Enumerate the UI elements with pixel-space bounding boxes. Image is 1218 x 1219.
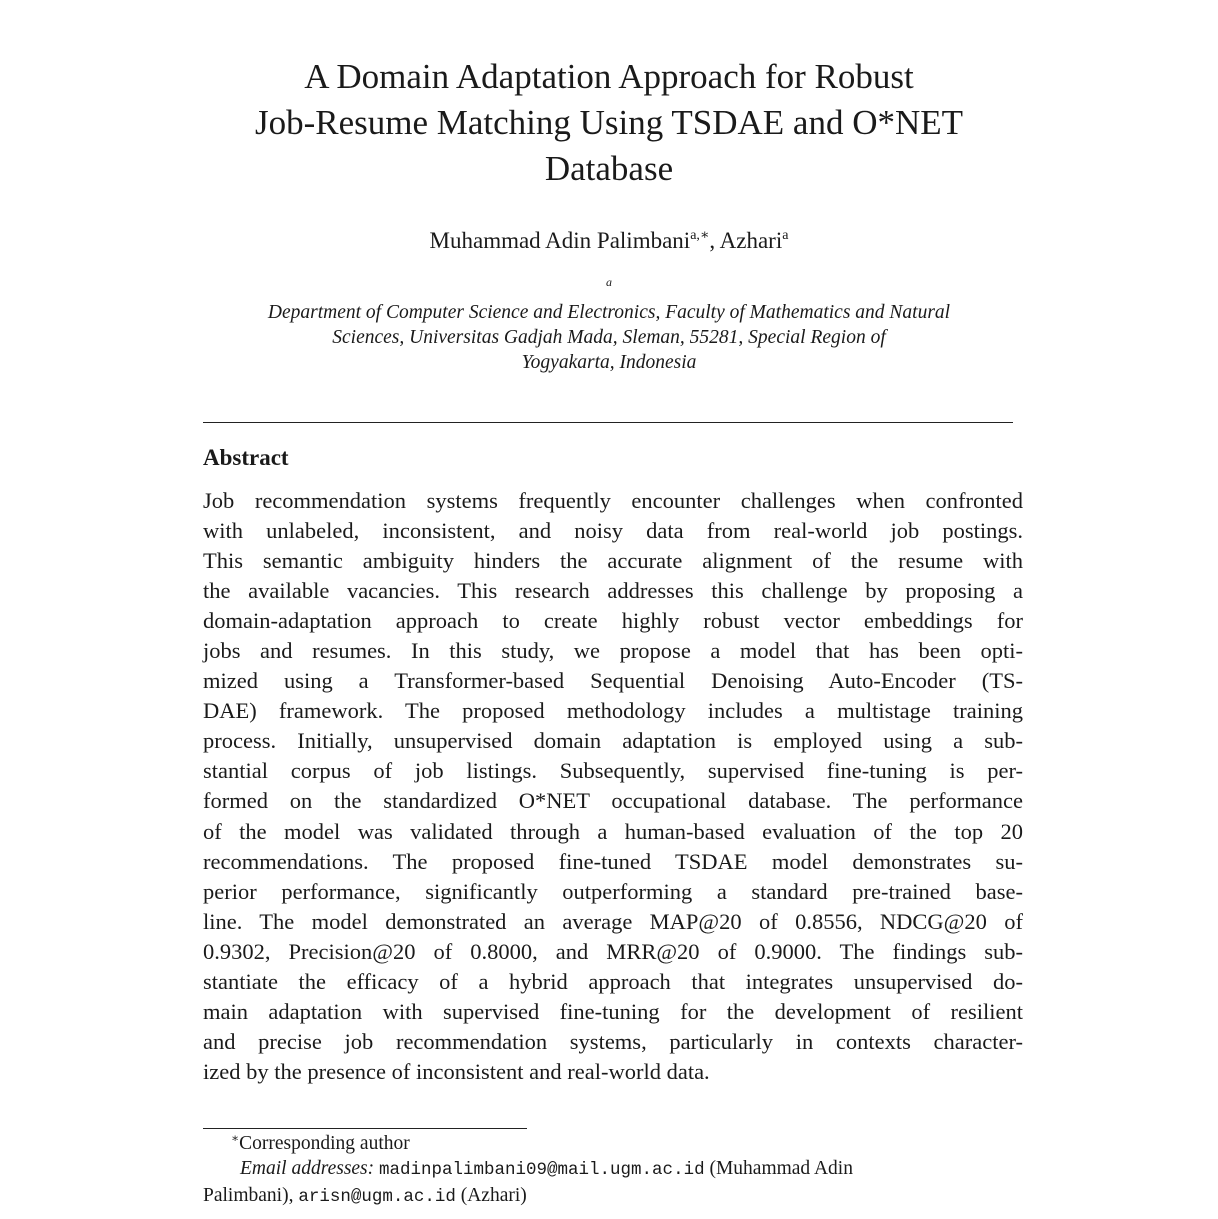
abstract-line: Job recommendation systems frequently encounter challenges when confronted — [203, 488, 1023, 513]
title-line: Database — [544, 149, 674, 188]
corresponding-author-note: ∗Corresponding author — [231, 1131, 410, 1154]
abstract-line: with unlabeled, inconsistent, and noisy data from real-world job postings. — [203, 518, 1023, 544]
abstract-body — [203, 486, 1023, 1087]
abstract-line: and precise job recommendation systems, particularly in contexts character- — [203, 1028, 1023, 1054]
abstract-heading: Abstract — [203, 445, 289, 470]
abstract-line: stantiate the efficacy of a hybrid approach that integrates unsupervised do- — [203, 968, 1023, 994]
abstract-line: of the model was validated through a human-based evaluation of the top 20 — [203, 818, 1023, 844]
abstract-line: mized using a Transformer-based Sequential Denoising Auto-Encoder (TS- — [203, 668, 1023, 694]
author-name: Muhammad Adin Palimbani — [429, 228, 691, 253]
author-list — [150, 226, 1068, 256]
email-label: Email addresses: — [240, 1158, 375, 1179]
abstract-line: recommendations. The proposed fine-tuned TSDAE model demonstrates su- — [203, 848, 1023, 874]
footnote-mark: ∗ — [231, 1131, 240, 1145]
abstract-line: ized by the presence of inconsistent and real-world data. — [203, 1058, 710, 1084]
abstract-line: DAE) framework. The proposed methodology includes a multistage training — [203, 698, 1023, 724]
abstract-line: process. Initially, unsupervised domain adaptation is employed using a sub- — [203, 728, 1023, 754]
email-link[interactable]: arisn@ugm.ac.id — [298, 1187, 456, 1207]
abstract-line: main adaptation with supervised fine-tuning for the development of resilient — [203, 998, 1023, 1024]
affiliation-line: Sciences, Universitas Gadjah Mada, Sleman, 55281, Special Region of — [332, 327, 886, 348]
author-separator: , — [709, 228, 720, 253]
footnote-divider — [203, 1128, 527, 1129]
section-divider — [203, 422, 1013, 423]
email-owner: Palimbani), — [203, 1185, 294, 1206]
email-addresses-note — [203, 1156, 1023, 1183]
title-line: Job-Resume Matching Using TSDAE and O*NET — [254, 103, 964, 142]
paper-title — [150, 54, 1068, 192]
abstract-line: 0.9302, Precision@20 of 0.8000, and MRR@20 of 0.9000. The findings sub- — [203, 938, 1023, 964]
title-line: A Domain Adaptation Approach for Robust — [304, 57, 914, 96]
abstract-line: line. The model demonstrated an average MAP@20 of 0.8556, NDCG@20 of — [203, 908, 1023, 934]
author-name: Azhari — [719, 228, 783, 253]
email-owner: (Muhammad Adin — [709, 1158, 853, 1179]
abstract-line: formed on the standardized O*NET occupational database. The performance — [203, 788, 1023, 814]
affiliation-line: $^a$ Department of Computer Science and Electronics, Faculty of Mathematics and Natural — [267, 275, 951, 323]
affiliation-line: Yogyakarta, Indonesia — [521, 352, 697, 373]
abstract-line: perior performance, significantly outperforming a standard pre-trained base- — [203, 878, 1023, 904]
author-affiliation-mark: a — [782, 228, 789, 243]
affiliation-mark: a — [606, 275, 612, 289]
abstract-line: domain-adaptation approach to create highly robust vector embeddings for — [203, 608, 1023, 634]
abstract-line: stantial corpus of job listings. Subsequently, supervised fine-tuning is per- — [203, 758, 1023, 784]
email-addresses-note-cont — [203, 1183, 1023, 1210]
affiliation — [196, 275, 1022, 375]
email-link[interactable]: madinpalimbani09@mail.ugm.ac.id — [379, 1160, 705, 1180]
author-affiliation-mark: a,∗ — [690, 228, 710, 243]
abstract-line: This semantic ambiguity hinders the accurate alignment of the resume with — [203, 548, 1023, 574]
abstract-line: jobs and resumes. In this study, we propose a model that has been opti- — [203, 638, 1023, 664]
footnotes — [203, 1131, 1023, 1210]
abstract-line: the available vacancies. This research addresses this challenge by proposing a — [203, 578, 1023, 604]
email-owner: (Azhari) — [460, 1185, 527, 1206]
